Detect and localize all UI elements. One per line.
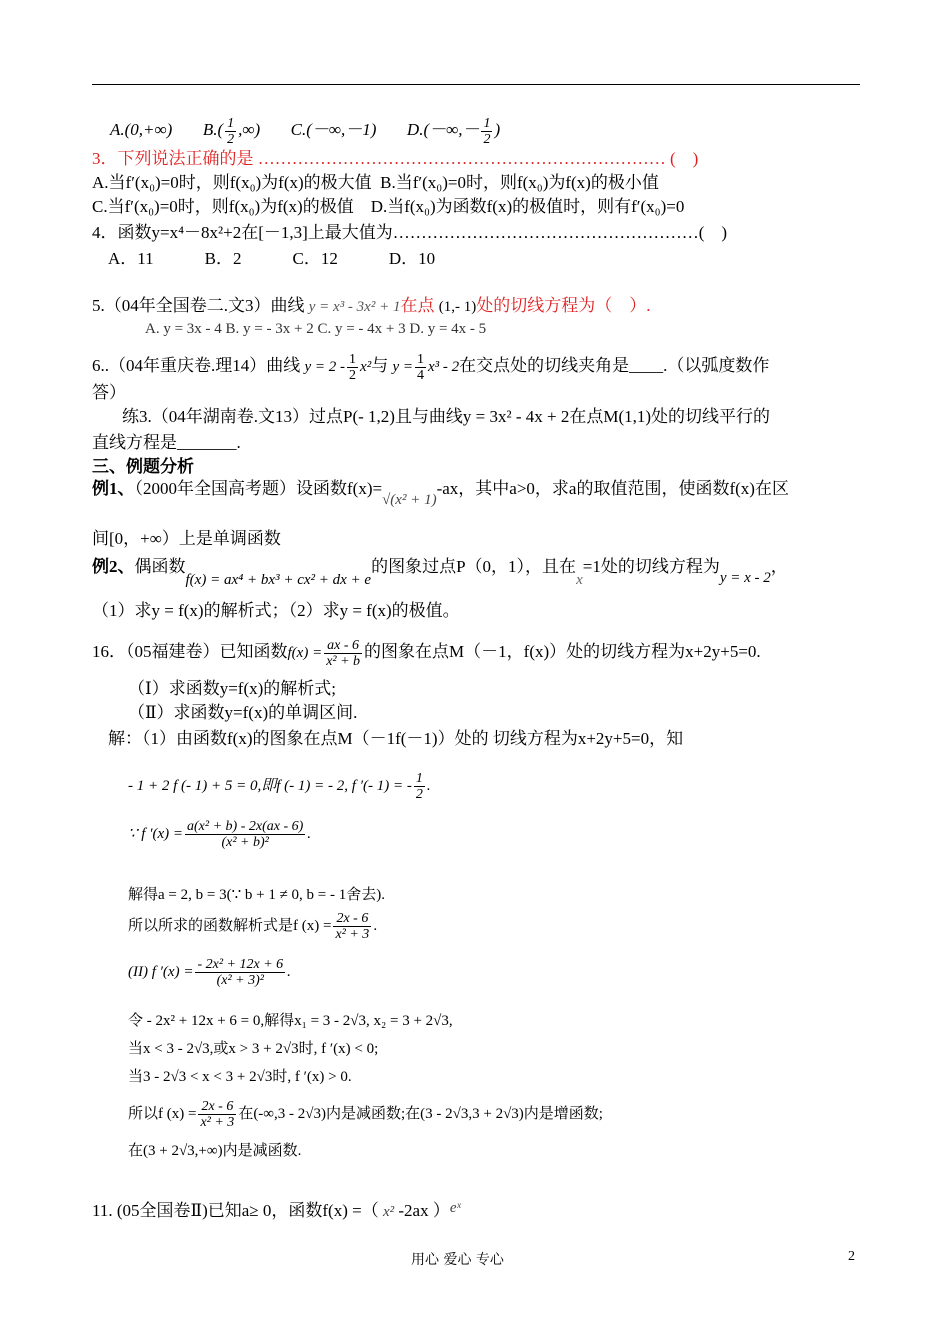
q5-options: A. y = 3x - 4 B. y = - 3x + 2 C. y = - 4x + 3 D. y = 4x - 5 — [145, 321, 487, 337]
footer-center: 用心 爱心 专心 — [411, 1252, 504, 1268]
q3-stem: 3．下列说法正确的是 ……………………………………………………………… ( ) — [92, 149, 699, 168]
solution-step6: 令 - 2x² + 12x + 6 = 0,解得x₁ = 3 - 2√3, x₂ = 3 + 2√3, — [128, 1013, 453, 1029]
q6-stem-cont: 答） — [92, 383, 126, 402]
practice3-line2: 直线方程是_______. — [92, 433, 241, 452]
q16-stem: 16．（05福建卷）已知函数f(x) = $\frac{ax - 6}{\text{x² + b}}$ 的图象在点M（－1，f(x)）处的切线方程为x+2y+5=0. — [92, 637, 761, 669]
header-rule — [92, 84, 860, 85]
solution-step8: 当3 - 2√3 < x < 3 + 2√3时, f ′(x) > 0. — [128, 1069, 352, 1085]
solution-step3: 解得a = 2, b = 3(∵ b + 1 ≠ 0, b = - 1舍去). — [128, 887, 386, 903]
section-heading: 三、例题分析 — [92, 457, 194, 476]
q16-part2: （Ⅱ）求函数y=f(x)的单调区间. — [128, 703, 358, 722]
q3-option-d: D.当f(x₀)为函数f(x)的极值时，则有f′(x₀)=0 — [370, 197, 685, 216]
q5-stem: 5.（04年全国卷二.文3）曲线 y = x³ - 3x² + 1在点 (1,- 1)处的切线方程为（ ）. — [92, 296, 651, 315]
solution-step9: 所以f (x) = $\frac{2x - 6}{\text{x² + 3}}$ 在(-∞,3 - 2√3)内是减函数;在(3 - 2√3,3 + 2√3)内是增函数; — [128, 1099, 603, 1131]
q2-option-a: A.(0,+∞) — [110, 120, 173, 139]
q2-option-b: B.( $\frac{1}{2}$ ,∞) — [202, 115, 261, 147]
example1-line2: 间[0，+∞）上是单调函数 — [92, 529, 281, 548]
solution-step5: (II) f ′(x) = $\frac{\text{- 2x² + 12x + 6}}{\text{(x² + 3)²}}$ . — [128, 957, 291, 989]
solution-step7: 当x < 3 - 2√3,或x > 3 + 2√3时, f ′(x) < 0; — [128, 1041, 379, 1057]
q6-stem: 6..（04年重庆卷.理14）曲线 y = 2 - $\frac{1}{2}$ x²与 y = $\frac{1}{4}$ x³ - 2在交点处的切线夹角是____.（以弧度数作 — [92, 351, 770, 383]
q3-option-c: C.当f′(x₀)=0时，则f(x₀)为f(x)的极值 — [92, 197, 354, 216]
q11-stem: 11. (05全国卷Ⅱ)已知a≥ 0，函数f(x) =（ x² -2ax ）eˣ — [92, 1200, 461, 1220]
q2-option-d: D.(－∞,－ $\frac{1}{2}$ ) — [406, 115, 501, 147]
q4-stem: 4．函数y=x⁴－8x²+2在[－1,3]上最大值为………………………………………………( ) — [92, 223, 728, 242]
example1-line1: 例1、（2000年全国高考题）设函数f(x)=√(x² + 1)-ax，其中a>0，求a的取值范围，使函数f(x)在区 — [92, 479, 789, 508]
q2-options — [110, 110, 500, 150]
q2-option-c: C.(－∞,－1) — [290, 120, 377, 139]
solution-step2: ∵ f ′(x) = $\frac{\text{a(x² + b) - 2x(ax - 6)}}{\text{(x² + b)²}}$ . — [128, 819, 312, 851]
page-number: 2 — [848, 1249, 855, 1264]
q3-options-row2 — [92, 196, 684, 218]
q5-point: (1,- 1) — [438, 299, 477, 315]
practice3-line1: 练3.（04年湖南卷.文13）过点P(- 1,2)且与曲线y = 3x² - 4x + 2在点M(1,1)处的切线平行的 — [122, 407, 771, 426]
q3-options-row1 — [92, 172, 659, 194]
example2-line2: （1）求y = f(x)的解析式；（2）求y = f(x)的极值。 — [92, 601, 460, 620]
solution-step1: - 1 + 2 f (- 1) + 5 = 0,即f (- 1) = - 2, f ′(- 1) = - $\frac{1}{2}$ . — [128, 771, 431, 803]
q16-part1: （Ⅰ）求函数y=f(x)的解析式; — [128, 679, 337, 698]
q3-option-b: B.当f′(x₀)=0时，则f(x₀)为f(x)的极小值 — [380, 173, 659, 192]
solution-step10: 在(3 + 2√3,+∞)内是减函数. — [128, 1143, 302, 1159]
solution-step4: 所以所求的函数解析式是f (x) = $\frac{2x - 6}{\text{x² + 3}}$ . — [128, 911, 378, 943]
sqrt-expression: √(x² + 1) — [382, 492, 437, 508]
q4-options: A．11 B．2 C．12 D．10 — [108, 249, 436, 268]
example2-line1: 例2、偶函数f(x) = ax⁴ + bx³ + cx² + dx + e的图象过点P（0，1），且在x=1处的切线方程为y = x - 2， — [92, 557, 788, 588]
q3-option-a: A.当f′(x₀)=0时，则f(x₀)为f(x)的极大值 — [92, 173, 372, 192]
q16-solution-intro: 解：（1）由函数f(x)的图象在点M（－1f(－1)）处的 切线方程为x+2y+5=0，知 — [108, 729, 684, 748]
q5-curve: y = x³ - 3x² + 1 — [308, 299, 401, 315]
